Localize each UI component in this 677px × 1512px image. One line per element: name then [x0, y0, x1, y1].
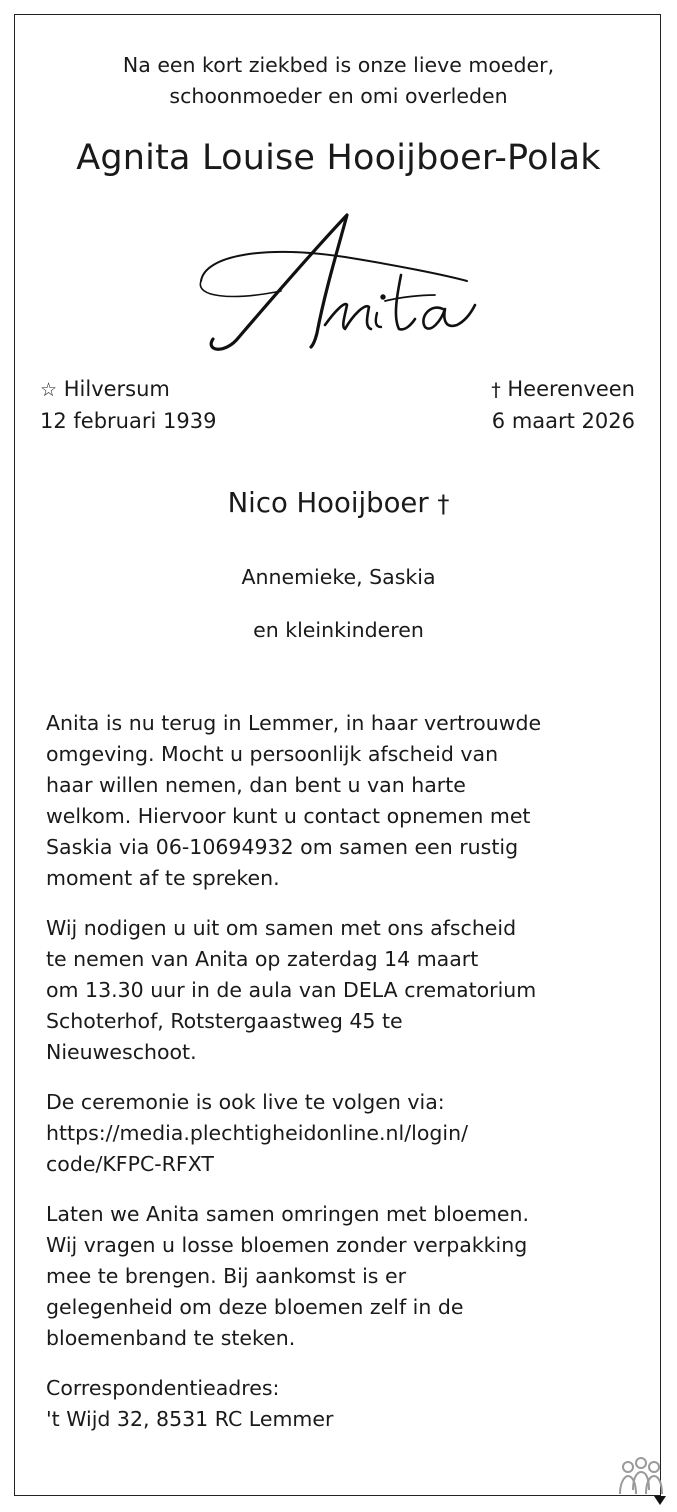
- url-line: https://media.plechtigheidonline.nl/login/: [46, 1121, 468, 1145]
- text-line: Saskia via 06-10694932 om samen een rustig: [46, 835, 519, 859]
- text-line: moment af te spreken.: [46, 866, 280, 890]
- text-line: Schoterhof, Rotstergaastweg 45 te: [46, 1009, 403, 1033]
- birth-place: Hilversum: [63, 377, 170, 401]
- deceased-full-name: Agnita Louise Hooijboer-Polak: [76, 138, 601, 178]
- url-line: code/KFPC-RFXT: [46, 1152, 214, 1176]
- birth-line: [40, 374, 216, 406]
- death-place: Heerenveen: [507, 377, 635, 401]
- cross-icon: †: [491, 379, 501, 401]
- death-date: 6 maart 2026: [491, 409, 635, 433]
- intro-text: [0, 50, 677, 112]
- birth-date: 12 februari 1939: [40, 409, 217, 433]
- text-line: Wij vragen u losse bloemen zonder verpakking: [46, 1233, 528, 1257]
- spouse-line: [0, 487, 677, 519]
- intro-line: schoonmoeder en omi overleden: [169, 84, 508, 108]
- paragraph: [46, 913, 646, 1068]
- text-line: om 13.30 uur in de aula van DELA crematorium: [46, 978, 537, 1002]
- star-icon: ☆: [40, 379, 58, 401]
- intro-line: Na een kort ziekbed is onze lieve moeder,: [122, 53, 555, 77]
- text-line: Laten we Anita samen omringen met bloemen.: [46, 1202, 530, 1226]
- birth-info: [40, 374, 216, 437]
- text-line: haar willen nemen, dan bent u van harte: [46, 773, 466, 797]
- paragraph: [46, 1087, 646, 1180]
- spouse-name: Nico Hooijboer: [227, 487, 429, 519]
- text-line: De ceremonie is ook live te volgen via:: [46, 1090, 445, 1114]
- paragraph: [46, 708, 646, 894]
- cross-icon: †: [437, 490, 450, 518]
- text-line: mee te brengen. Bij aankomst is er: [46, 1264, 407, 1288]
- address-line: 't Wijd 32, 8531 RC Lemmer: [46, 1407, 334, 1431]
- notice-body: [46, 708, 646, 1454]
- text-line: Nieuweschoot.: [46, 1040, 197, 1064]
- text-line: bloemenband te steken.: [46, 1326, 296, 1350]
- paragraph: [46, 1373, 646, 1435]
- text-line: Anita is nu terug in Lemmer, in haar vertrouwde: [46, 711, 542, 735]
- children-names: Annemieke, Saskia: [241, 565, 436, 589]
- death-line: [491, 374, 635, 406]
- text-line: Correspondentieadres:: [46, 1376, 280, 1400]
- grandchildren-line: en kleinkinderen: [253, 618, 424, 642]
- text-line: Wij nodigen u uit om samen met ons afscheid: [46, 916, 517, 940]
- text-line: te nemen van Anita op zaterdag 14 maart: [46, 947, 479, 971]
- people-group-icon: [614, 1454, 668, 1506]
- paragraph: [46, 1199, 646, 1354]
- text-line: gelegenheid om deze bloemen zelf in de: [46, 1295, 464, 1319]
- text-line: welkom. Hiervoor kunt u contact opnemen met: [46, 804, 531, 828]
- death-info: [491, 374, 635, 437]
- text-line: omgeving. Mocht u persoonlijk afscheid van: [46, 742, 499, 766]
- signature-anita: [195, 205, 480, 365]
